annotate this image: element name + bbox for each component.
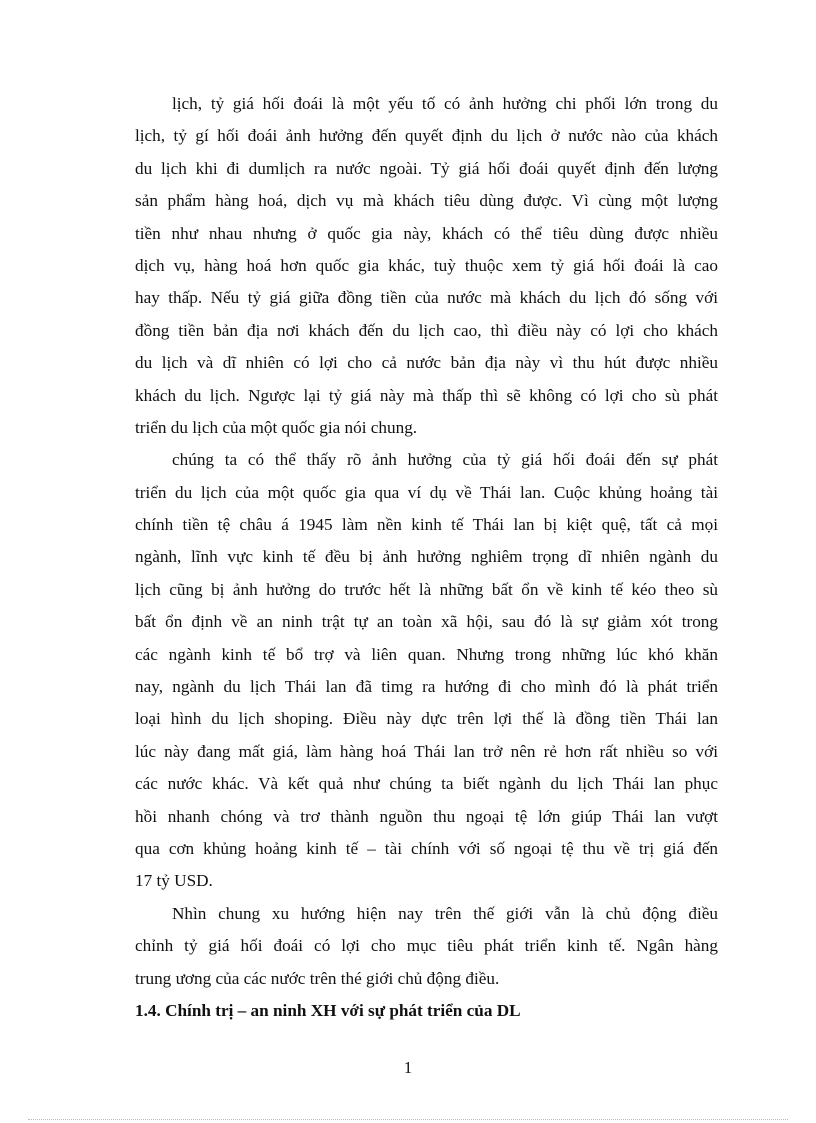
text-line: lúc này đang mất giá, làm hàng hoá Thái lan trở nên rẻ hơn rất nhiều so với [135,741,718,761]
text-line: triển du lịch của một quốc gia nói chung. [135,417,418,437]
text-line: hồi nhanh chóng và trơ thành nguồn thu ngoại tệ lớn giúp Thái lan vượt [135,806,718,826]
text-line: chỉnh tỷ giá hối đoái có lợi cho mục tiêu phát triển kinh tế. Ngân hàng [135,936,718,956]
text-line: các ngành kinh tế bổ trợ và liên quan. Nhưng trong những lúc khó khăn [135,644,718,664]
text-line: dịch vụ, hàng hoá hơn quốc gia khác, tuỳ thuộc xem tỷ giá hối đoái là cao [135,255,718,275]
text-line: lịch, tỷ giá hối đoái là một yếu tố có ảnh hưởng chi phối lớn trong du [172,94,718,113]
paragraph-2 [135,444,718,897]
text-line: trung ương của các nước trên thé giới chủ động điều. [135,968,500,988]
text-line: chính tiền tệ châu á 1945 làm nền kinh tế Thái lan bị kiệt quệ, tất cả mọi [135,515,718,535]
text-line: tiền như nhau nhưng ở quốc gia này, khách có thể tiêu dùng được nhiều [135,223,718,243]
text-line: Nhìn chung xu hướng hiện nay trên thế giới vẫn là chủ động điều [172,903,718,923]
text-line: sản phẩm hàng hoá, dịch vụ mà khách tiêu dùng được. Vì cùng một lượng [135,191,718,211]
text-line: ngành, lĩnh vực kinh tế đều bị ảnh hưởng nghiêm trọng dĩ nhiên ngành du [135,547,718,567]
paragraph-1 [135,88,718,444]
document-body [135,88,718,1027]
text-line: các nước khác. Và kết quả như chúng ta biết ngành du lịch Thái lan phục [135,774,718,794]
text-line: lịch cũng bị ảnh hưởng do trước hết là những bất ổn về kinh tế kéo theo sù [135,579,718,599]
page-bottom-divider [28,1119,788,1120]
text-line: nay, ngành du lịch Thái lan đã timg ra hướng đi cho mình đó là phát triển [135,677,718,697]
text-line: qua cơn khủng hoảng kinh tế – tài chính với số ngoại tệ thu về trị giá đến [135,838,718,858]
section-heading: 1.4. Chính trị – an ninh XH với sự phát triển của DL [135,1000,521,1020]
text-line: lịch, tỷ gí hối đoái ảnh hưởng đến quyết định du lịch ở nước nào của khách [135,126,718,146]
text-line: du lịch khi đi dumlịch ra nước ngoài. Tỷ giá hối đoái quyết định đến lượng [135,158,718,178]
text-line: 17 tỷ USD. [135,871,213,891]
text-line: đồng tiền bản địa nơi khách đến du lịch cao, thì điều này có lợi cho khách [135,320,718,340]
text-line: hay thấp. Nếu tỷ giá giữa đồng tiền của nước mà khách du lịch đó sống với [135,288,718,308]
text-line: khách du lịch. Ngược lại tỷ giá này mà thấp thì sẽ không có lợi cho sù phát [135,385,718,405]
text-line: du lịch và dĩ nhiên có lợi cho cả nước bản địa này vì thu hút được nhiều [135,353,718,373]
text-line: loại hình du lịch shoping. Điều này dực trên lợi thế là đồng tiền Thái lan [135,709,718,729]
text-line: bất ổn định về an ninh trật tự an toàn xã hội, sau đó là sự giảm xót trong [135,612,718,632]
text-line: chúng ta có thể thấy rõ ảnh hưởng của tỷ giá hối đoái đến sự phát [172,450,718,470]
page-number: 1 [403,1058,413,1077]
text-line: triển du lịch của một quốc gia qua ví dụ về Thái lan. Cuộc khủng hoảng tài [135,482,718,502]
paragraph-3 [135,898,718,995]
